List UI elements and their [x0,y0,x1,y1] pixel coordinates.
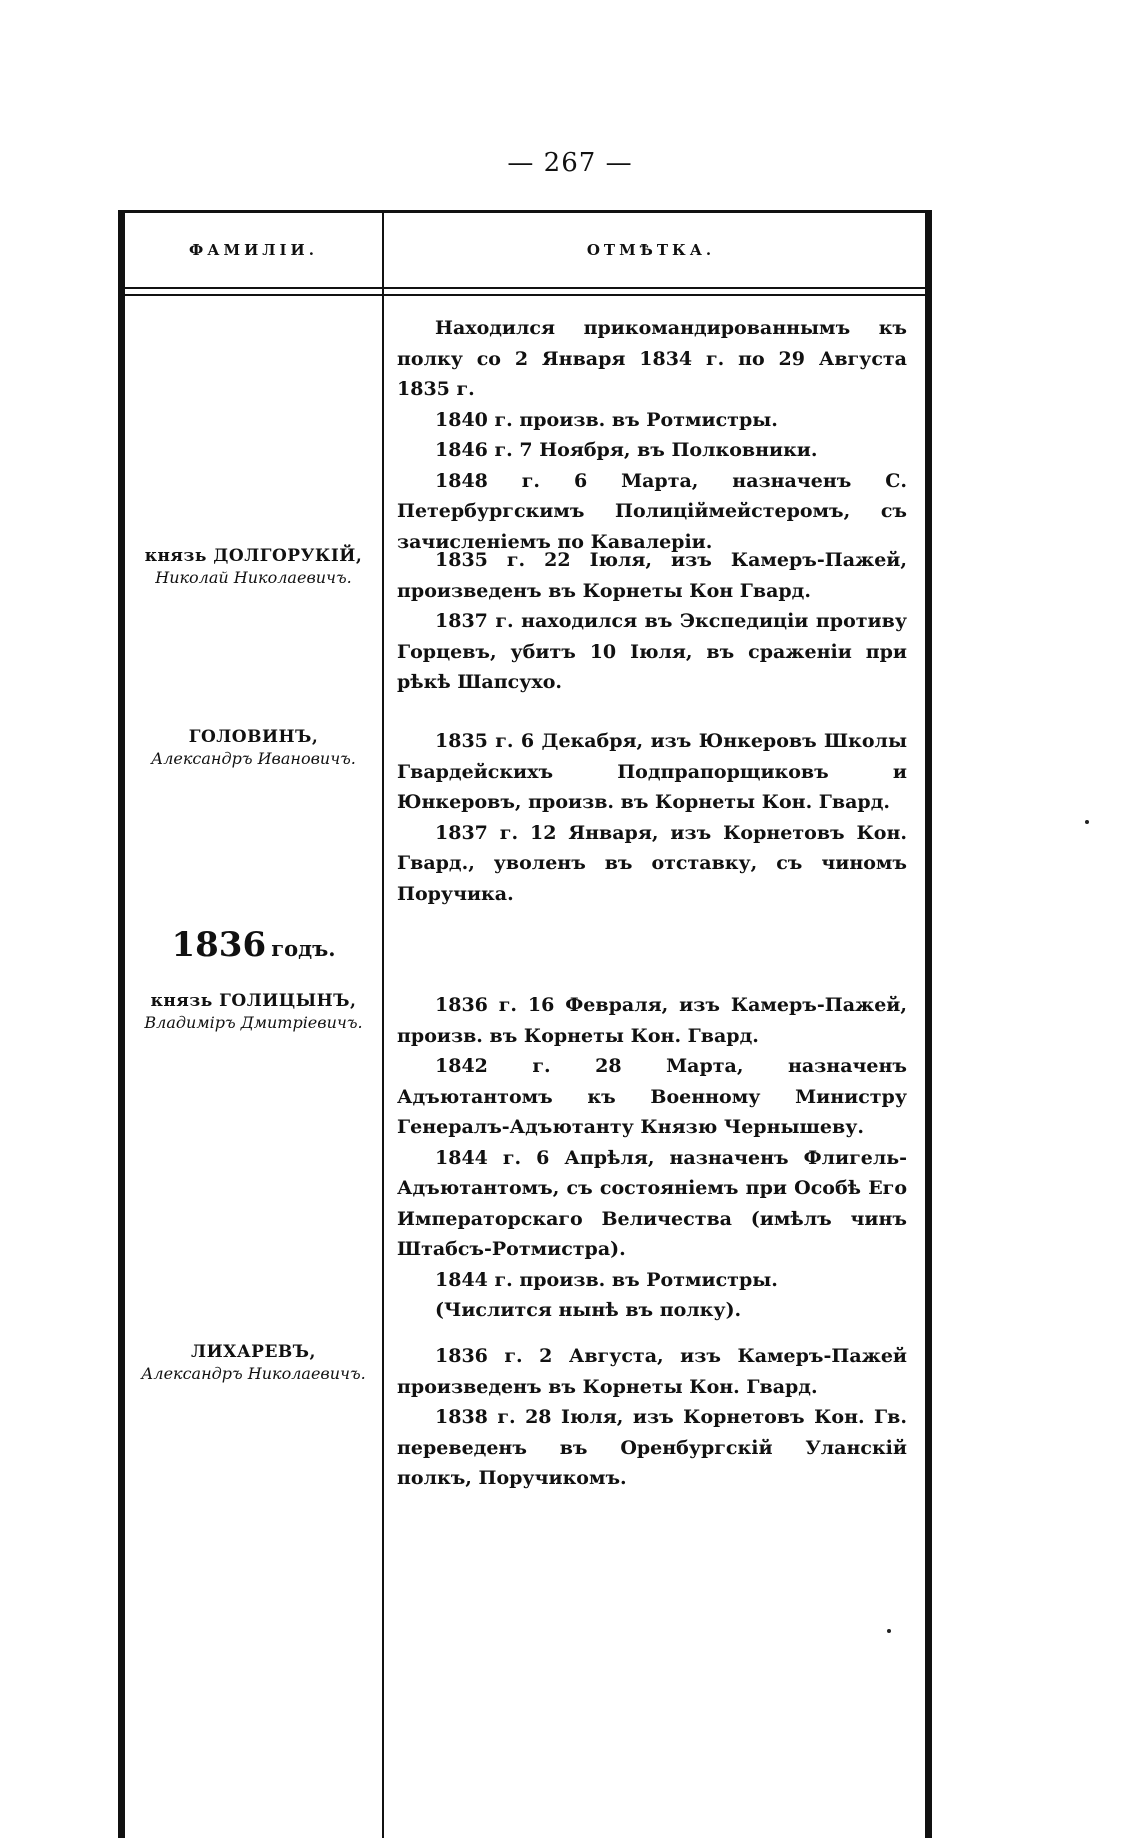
entry-golitsyn-name [125,990,382,1034]
remarks-golitsyn [397,990,907,1326]
remarks-entry-0 [397,313,907,557]
remark-line: 1840 г. произв. въ Ротмистры. [435,408,778,431]
remark-line: 1836 г. 16 Февраля, изъ Камеръ-Пажей, произв. въ Корнеты Кон. Гвард. [397,994,907,1047]
remark-line: 1846 г. 7 Ноября, въ Полковники. [435,439,818,461]
remarks-likharev [397,1341,907,1494]
remark-line: 1836 г. 2 Августа, изъ Камеръ-Пажей произведенъ въ Корнеты Кон. Гвард. [397,1345,907,1398]
year-heading [125,925,382,965]
year-number: 1836 [171,925,267,965]
surname: ЛИХАРЕВЪ, [191,1342,316,1362]
surname: ГОЛОВИНЪ, [188,727,319,747]
header-remarks: ОТМѢТКА. [586,241,716,259]
entry-likharev-name [125,1341,382,1385]
remark-line: (Числится нынѣ въ полку). [435,1299,742,1321]
page-number: — 267 — [507,148,633,178]
entry-dolgorukiy-name [125,545,382,589]
entry-golovin-name [125,726,382,770]
remarks-golovin [397,726,907,909]
header-rule [125,287,925,296]
remark-line: 1837 г. находился въ Экспедиціи противу Горцевъ, убитъ 10 Іюля, въ сраженіи при рѣкѣ Шапсухо. [397,610,907,693]
year-word: годъ. [271,936,336,961]
remark-line: 1837 г. 12 Января, изъ Корнетовъ Кон. Гвард., уволенъ въ отставку, съ чиномъ Поручика. [397,821,907,905]
given-name: Николай Николаевичъ. [155,568,352,587]
given-name: Александръ Николаевичъ. [141,1364,366,1383]
surname: князь ДОЛГОРУКІЙ, [144,546,363,566]
remark-line: 1835 г. 22 Іюля, изъ Камеръ-Пажей, произведенъ въ Корнеты Кон Гвард. [397,549,907,602]
remark-line: 1835 г. 6 Декабря, изъ Юнкеровъ Школы Гвардейскихъ Подпрапорщиковъ и Юнкеровъ, произв. въ Корнеты Кон. Гвард. [397,730,907,813]
surname: князь ГОЛИЦЫНЪ, [150,991,357,1011]
remark-line: 1838 г. 28 Іюля, изъ Корнетовъ Кон. Гв. переведенъ въ Оренбургскій Уланскій полкъ, Поручикомъ. [397,1406,907,1489]
print-speck [1085,820,1089,824]
given-name: Владиміръ Дмитріевичъ. [144,1013,363,1032]
print-speck [887,1629,891,1633]
remark-line: 1844 г. произв. въ Ротмистры. [435,1268,778,1291]
column-divider [382,213,384,1838]
remark-line: 1844 г. 6 Апрѣля, назначенъ Флигель-Адъютантомъ, съ состояніемъ при Особѣ Его Императорскаго Величества (имѣлъ чинъ Штабсъ-Ротмистра). [397,1146,907,1260]
remark-line: Находился прикомандированнымъ къ полку со 2 Января 1834 г. по 29 Августа 1835 г. [397,317,907,400]
remark-line: 1842 г. 28 Марта, назначенъ Адъютантомъ къ Военному Министру Генералъ-Адъютанту Князю Чернышеву. [397,1055,907,1138]
header-surnames: ФАМИЛІИ. [189,241,318,259]
given-name: Александръ Ивановичъ. [151,749,356,768]
register-table [118,210,932,1838]
remarks-dolgorukiy [397,545,907,698]
remark-line: 1848 г. 6 Марта, назначенъ С. Петербургскимъ Полиціймейстеромъ, съ зачисленіемъ по Кавалеріи. [397,469,907,553]
